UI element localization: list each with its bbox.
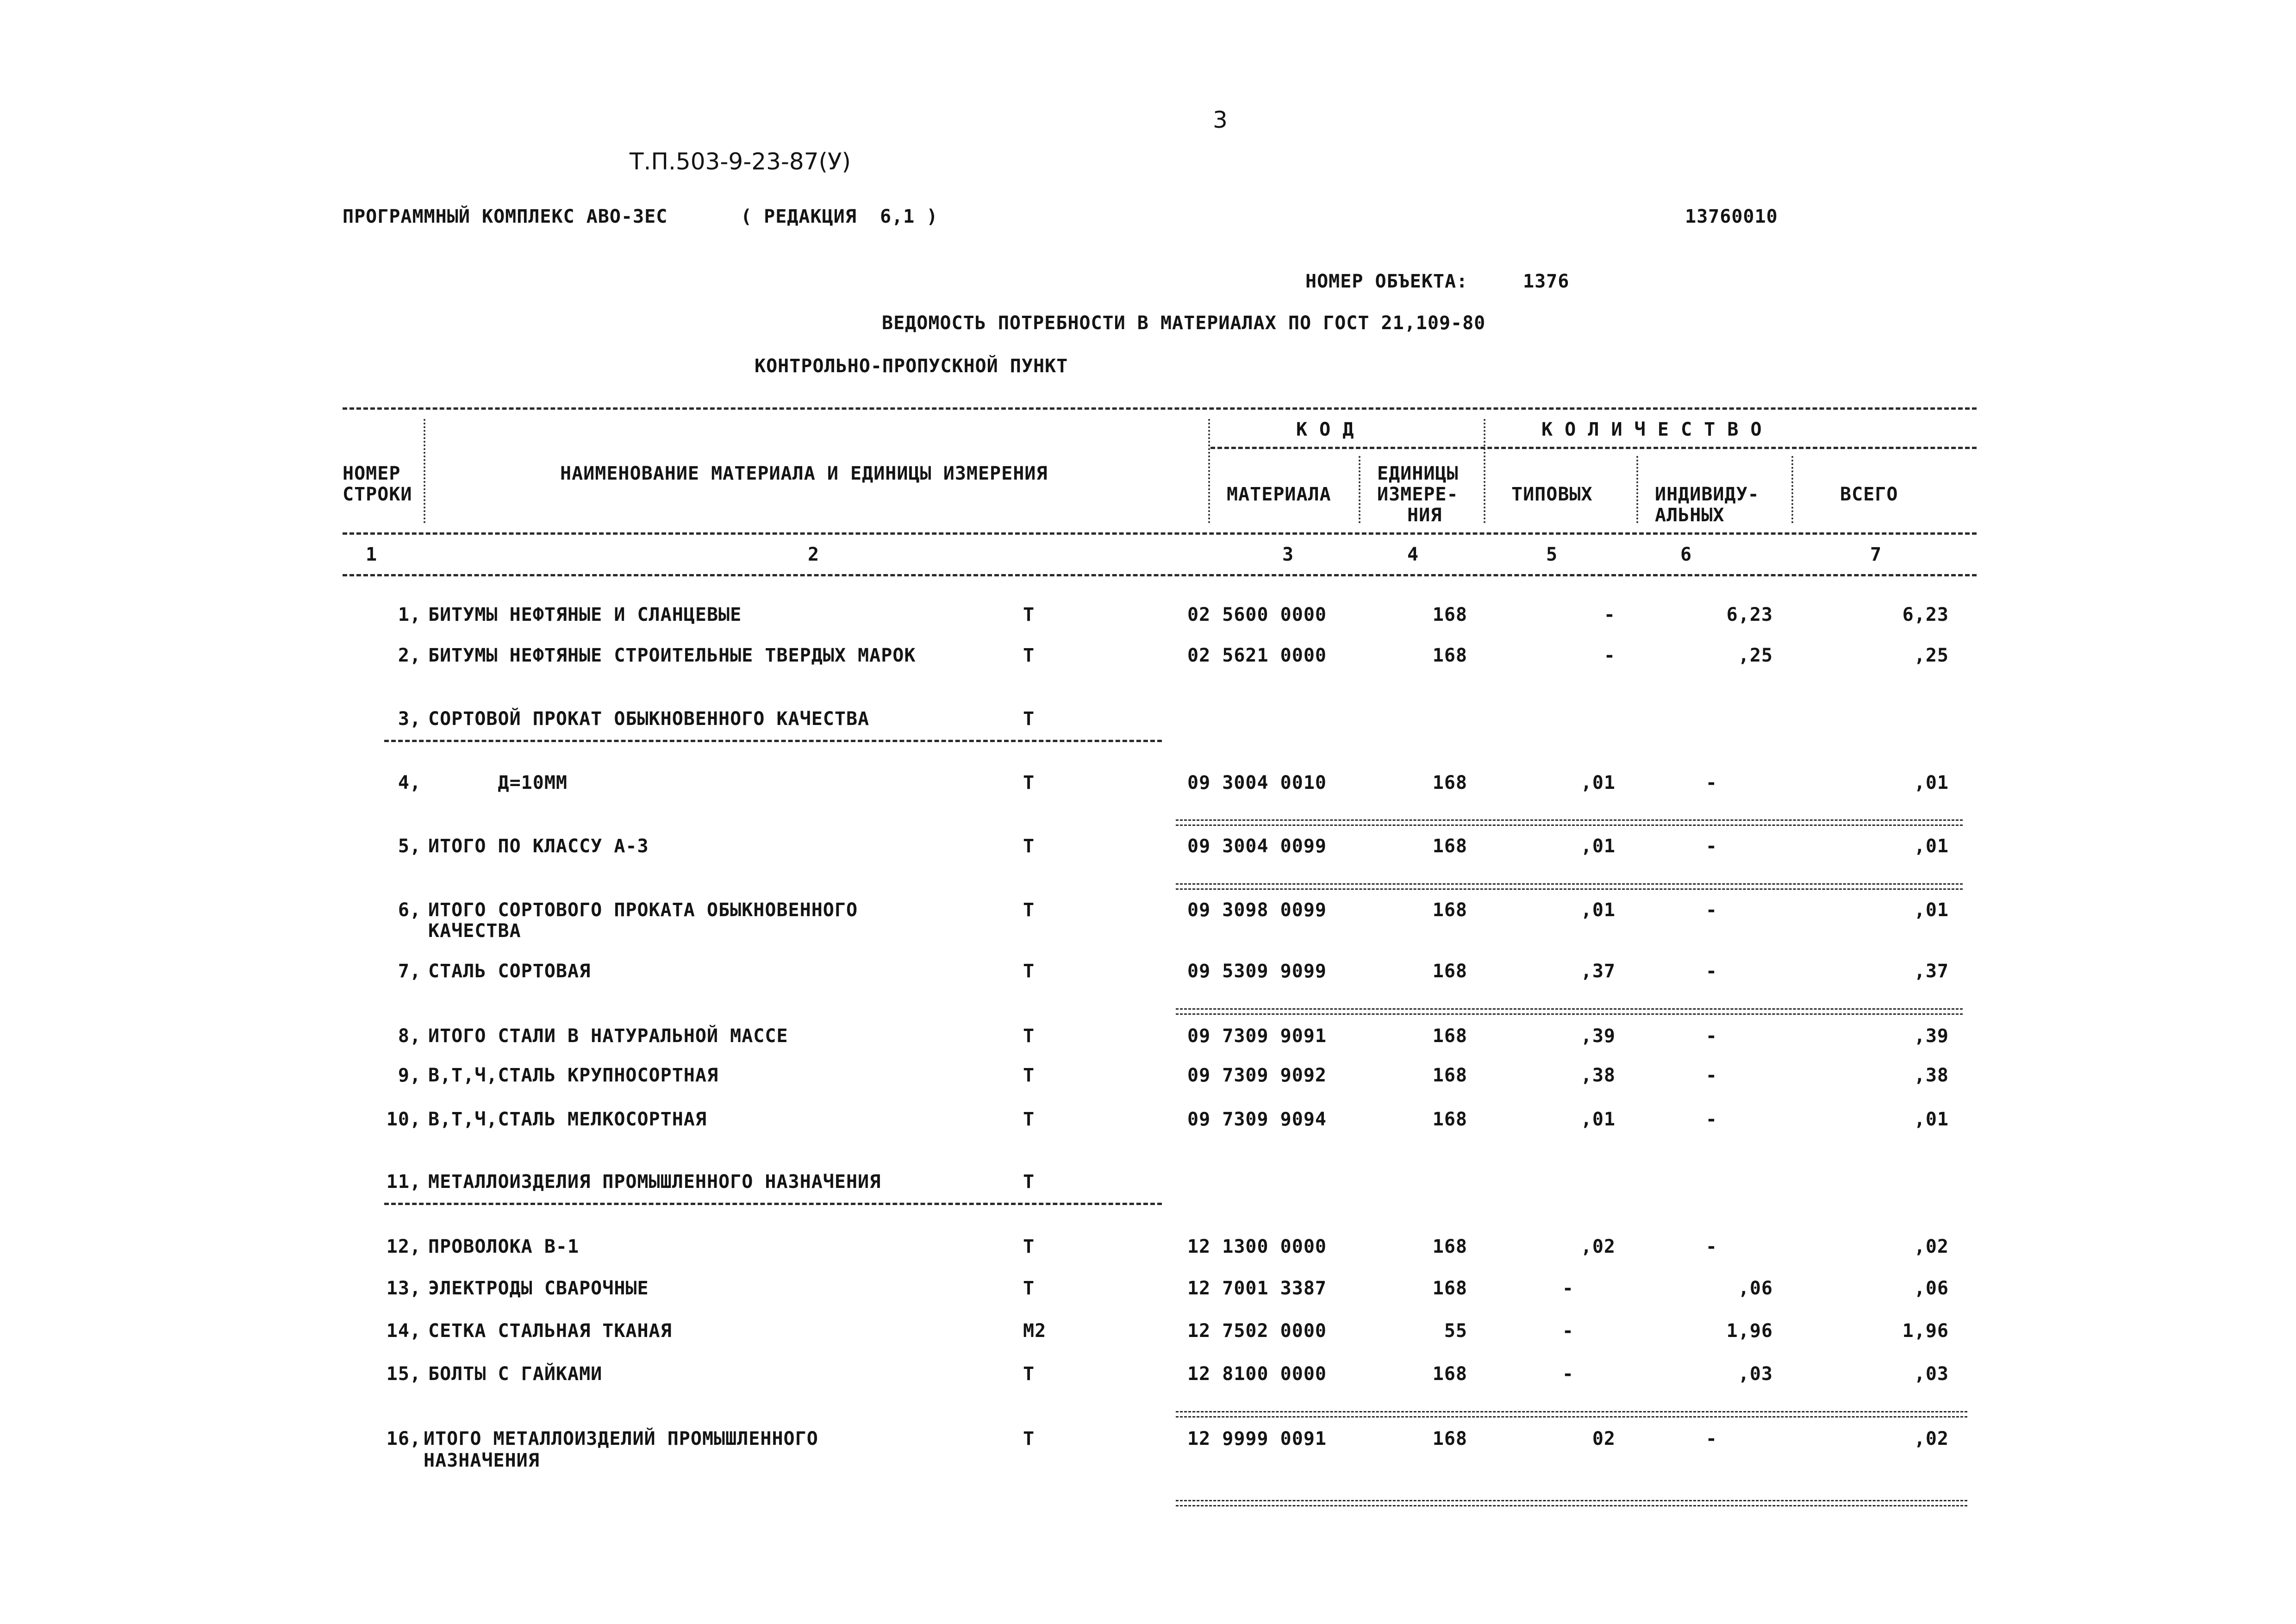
row-typical: ,01	[1580, 899, 1616, 921]
row-unit: Т	[1023, 1236, 1035, 1257]
row-individual: -	[1705, 836, 1717, 857]
header-unit-2: ИЗМЕРЕ-	[1377, 484, 1459, 505]
row-name-continued: КАЧЕСТВА	[428, 920, 521, 942]
object-number: 1376	[1523, 271, 1570, 292]
row-material-code: 09 3004 0010	[1187, 772, 1327, 793]
subtotal-double-rule	[1176, 1008, 1963, 1015]
row-name: МЕТАЛЛОИЗДЕЛИЯ ПРОМЫШЛЕННОГО НАЗНАЧЕНИЯ	[428, 1171, 881, 1193]
row-number: 3,	[398, 708, 421, 730]
header-row-no-2: СТРОКИ	[343, 484, 412, 505]
row-name: СОРТОВОЙ ПРОКАТ ОБЫКНОВЕННОГО КАЧЕСТВА	[428, 708, 870, 730]
row-typical: ,39	[1580, 1025, 1616, 1047]
row-number: 4,	[398, 772, 421, 793]
row-typical: ,01	[1580, 836, 1616, 857]
header-typical: ТИПОВЫХ	[1511, 484, 1593, 505]
row-total: ,38	[1914, 1065, 1949, 1086]
row-typical: ,38	[1580, 1065, 1616, 1086]
col-sep-6	[1791, 456, 1793, 523]
row-name: В,Т,Ч,СТАЛЬ КРУПНОСОРТНАЯ	[428, 1065, 719, 1086]
subtotal-double-rule	[1176, 1411, 1967, 1418]
subtotal-double-rule	[1176, 819, 1963, 826]
row-name: СТАЛЬ СОРТОВАЯ	[428, 961, 591, 982]
row-name: БИТУМЫ НЕФТЯНЫЕ И СЛАНЦЕВЫЕ	[428, 604, 742, 625]
col-sep-2	[1208, 419, 1210, 523]
row-individual: -	[1705, 1428, 1717, 1449]
col-sep-4	[1359, 456, 1360, 523]
row-individual: -	[1705, 1065, 1717, 1086]
row-unit-code: 168	[1432, 1025, 1467, 1047]
row-individual: ,06	[1738, 1278, 1773, 1299]
row-unit-code: 55	[1444, 1320, 1467, 1342]
row-unit-code: 168	[1432, 961, 1467, 982]
row-total: ,01	[1914, 1109, 1949, 1130]
header-row-no-1: НОМЕР	[343, 463, 401, 484]
header-num-4: 4	[1407, 544, 1419, 565]
header-num-3: 3	[1282, 544, 1294, 565]
row-typical: ,01	[1580, 1109, 1616, 1130]
row-typical: ,37	[1580, 961, 1616, 982]
row-total: ,37	[1914, 961, 1949, 982]
row-material-code: 12 9999 0091	[1187, 1428, 1327, 1449]
handwritten-mark: 3	[1213, 106, 1228, 133]
row-total: ,06	[1914, 1278, 1949, 1299]
row-typical: 02	[1592, 1428, 1616, 1449]
row-name: ИТОГО ПО КЛАССУ А-3	[428, 836, 649, 857]
row-unit-code: 168	[1432, 1428, 1467, 1449]
row-number: 10,	[386, 1109, 421, 1130]
subtotal-double-rule	[1176, 883, 1963, 890]
page-subtitle: КОНТРОЛЬНО-ПРОПУСКНОЙ ПУНКТ	[755, 356, 1068, 377]
row-material-code: 12 7001 3387	[1187, 1278, 1327, 1299]
header-indiv-1: ИНДИВИДУ-	[1655, 484, 1759, 505]
row-material-code: 09 7309 9091	[1187, 1025, 1327, 1047]
row-number: 16,	[386, 1428, 421, 1449]
row-number: 1,	[398, 604, 421, 625]
col-sep-1	[424, 419, 425, 523]
program-name: ПРОГРАММНЫЙ КОМПЛЕКС АВО-ЗЕС	[343, 206, 668, 227]
header-material: МАТЕРИАЛА	[1227, 484, 1331, 505]
row-individual: -	[1705, 1109, 1717, 1130]
row-unit-code: 168	[1432, 1065, 1467, 1086]
row-unit: Т	[1023, 1025, 1035, 1047]
row-total: ,03	[1914, 1363, 1949, 1385]
row-number: 12,	[386, 1236, 421, 1257]
row-material-code: 12 1300 0000	[1187, 1236, 1327, 1257]
row-name: ПРОВОЛОКА В-1	[428, 1236, 580, 1257]
row-name: ИТОГО МЕТАЛЛОИЗДЕЛИЙ ПРОМЫШЛЕННОГО	[424, 1428, 818, 1449]
row-material-code: 09 5309 9099	[1187, 961, 1327, 982]
header-num-5: 5	[1546, 544, 1558, 565]
row-individual: 1,96	[1726, 1320, 1773, 1342]
row-total: 6,23	[1902, 604, 1949, 625]
row-typical: ,02	[1580, 1236, 1616, 1257]
row-total: 1,96	[1902, 1320, 1949, 1342]
row-individual: -	[1705, 1025, 1717, 1047]
row-unit: Т	[1023, 1363, 1035, 1385]
row-number: 15,	[386, 1363, 421, 1385]
row-total: ,02	[1914, 1428, 1949, 1449]
row-typical: ,01	[1580, 772, 1616, 793]
row-unit: Т	[1023, 836, 1035, 857]
row-unit: Т	[1023, 645, 1035, 666]
row-total: ,39	[1914, 1025, 1949, 1047]
row-typical: -	[1603, 645, 1616, 666]
row-number: 14,	[386, 1320, 421, 1342]
row-typical: -	[1562, 1320, 1574, 1342]
row-name: ИТОГО СТАЛИ В НАТУРАЛЬНОЙ МАССЕ	[428, 1025, 788, 1047]
row-unit: Т	[1023, 1109, 1035, 1130]
header-numbers-top-rule	[343, 532, 1977, 535]
row-material-code: 12 7502 0000	[1187, 1320, 1327, 1342]
row-unit: Т	[1023, 1171, 1035, 1193]
row-name: Д=10ММ	[428, 772, 568, 793]
row-name-continued: НАЗНАЧЕНИЯ	[424, 1450, 540, 1471]
row-unit-code: 168	[1432, 1278, 1467, 1299]
row-material-code: 09 7309 9094	[1187, 1109, 1327, 1130]
header-unit-1: ЕДИНИЦЫ	[1377, 463, 1459, 484]
object-label: НОМЕР ОБЪЕКТА:	[1305, 271, 1468, 292]
section-underline	[384, 740, 1162, 742]
row-number: 6,	[398, 899, 421, 921]
header-code-group: К О Д	[1296, 419, 1354, 440]
final-double-rule	[1176, 1500, 1967, 1506]
row-total: ,01	[1914, 836, 1949, 857]
row-number: 8,	[398, 1025, 421, 1047]
row-name: ИТОГО СОРТОВОГО ПРОКАТА ОБЫКНОВЕННОГО	[428, 899, 858, 921]
row-unit: Т	[1023, 1428, 1035, 1449]
row-individual: ,25	[1738, 645, 1773, 666]
row-individual: -	[1705, 899, 1717, 921]
row-unit-code: 168	[1432, 772, 1467, 793]
row-number: 7,	[398, 961, 421, 982]
row-unit-code: 168	[1432, 836, 1467, 857]
col-sep-3	[1484, 419, 1485, 523]
row-material-code: 02 5600 0000	[1187, 604, 1327, 625]
row-name: БОЛТЫ С ГАЙКАМИ	[428, 1363, 603, 1385]
page-title: ВЕДОМОСТЬ ПОТРЕБНОСТИ В МАТЕРИАЛАХ ПО ГОСТ 21,109-80	[882, 312, 1486, 334]
header-num-1: 1	[366, 544, 378, 565]
row-material-code: 09 7309 9092	[1187, 1065, 1327, 1086]
row-unit: Т	[1023, 604, 1035, 625]
header-num-6: 6	[1680, 544, 1692, 565]
row-unit-code: 168	[1432, 1363, 1467, 1385]
header-unit-3: НИЯ	[1407, 505, 1442, 526]
row-material-code: 09 3098 0099	[1187, 899, 1327, 921]
col-sep-5	[1636, 456, 1638, 523]
row-material-code: 12 8100 0000	[1187, 1363, 1327, 1385]
row-unit: Т	[1023, 708, 1035, 730]
row-unit-code: 168	[1432, 1109, 1467, 1130]
row-unit: Т	[1023, 899, 1035, 921]
row-unit-code: 168	[1432, 1236, 1467, 1257]
row-total: ,02	[1914, 1236, 1949, 1257]
row-individual: -	[1705, 772, 1717, 793]
row-individual: -	[1705, 1236, 1717, 1257]
header-group-rule	[1210, 447, 1977, 449]
row-material-code: 09 3004 0099	[1187, 836, 1327, 857]
row-total: ,01	[1914, 899, 1949, 921]
row-name: В,Т,Ч,СТАЛЬ МЕЛКОСОРТНАЯ	[428, 1109, 707, 1130]
row-number: 5,	[398, 836, 421, 857]
row-number: 2,	[398, 645, 421, 666]
header-name-col: НАИМЕНОВАНИЕ МАТЕРИАЛА И ЕДИНИЦЫ ИЗМЕРЕНИЯ	[560, 463, 1048, 484]
row-material-code: 02 5621 0000	[1187, 645, 1327, 666]
row-number: 11,	[386, 1171, 421, 1193]
table-top-rule	[343, 407, 1977, 410]
project-code: Т.П.503-9-23-87(У)	[630, 148, 851, 175]
row-unit-code: 168	[1432, 645, 1467, 666]
header-bottom-rule	[343, 574, 1977, 576]
header-total: ВСЕГО	[1840, 484, 1898, 505]
row-total: ,01	[1914, 772, 1949, 793]
row-individual: ,03	[1738, 1363, 1773, 1385]
row-typical: -	[1562, 1363, 1574, 1385]
row-unit: Т	[1023, 1278, 1035, 1299]
row-total: ,25	[1914, 645, 1949, 666]
row-name: ЭЛЕКТРОДЫ СВАРОЧНЫЕ	[428, 1278, 649, 1299]
header-indiv-2: АЛЬНЫХ	[1655, 505, 1725, 526]
row-individual: -	[1705, 961, 1717, 982]
row-unit-code: 168	[1432, 604, 1467, 625]
row-name: БИТУМЫ НЕФТЯНЫЕ СТРОИТЕЛЬНЫЕ ТВЕРДЫХ МАРОК	[428, 645, 916, 666]
row-number: 13,	[386, 1278, 421, 1299]
doc-number: 13760010	[1685, 206, 1778, 227]
row-typical: -	[1603, 604, 1616, 625]
row-unit: Т	[1023, 772, 1035, 793]
header-qty-group: К О Л И Ч Е С Т В О	[1541, 419, 1762, 440]
header-num-7: 7	[1870, 544, 1882, 565]
row-individual: 6,23	[1726, 604, 1773, 625]
row-unit: Т	[1023, 961, 1035, 982]
row-typical: -	[1562, 1278, 1574, 1299]
header-num-2: 2	[808, 544, 820, 565]
row-unit: М2	[1023, 1320, 1047, 1342]
row-name: СЕТКА СТАЛЬНАЯ ТКАНАЯ	[428, 1320, 672, 1342]
section-underline	[384, 1203, 1162, 1205]
row-unit: Т	[1023, 1065, 1035, 1086]
row-unit-code: 168	[1432, 899, 1467, 921]
row-number: 9,	[398, 1065, 421, 1086]
edition: ( РЕДАКЦИЯ 6,1 )	[741, 206, 938, 227]
